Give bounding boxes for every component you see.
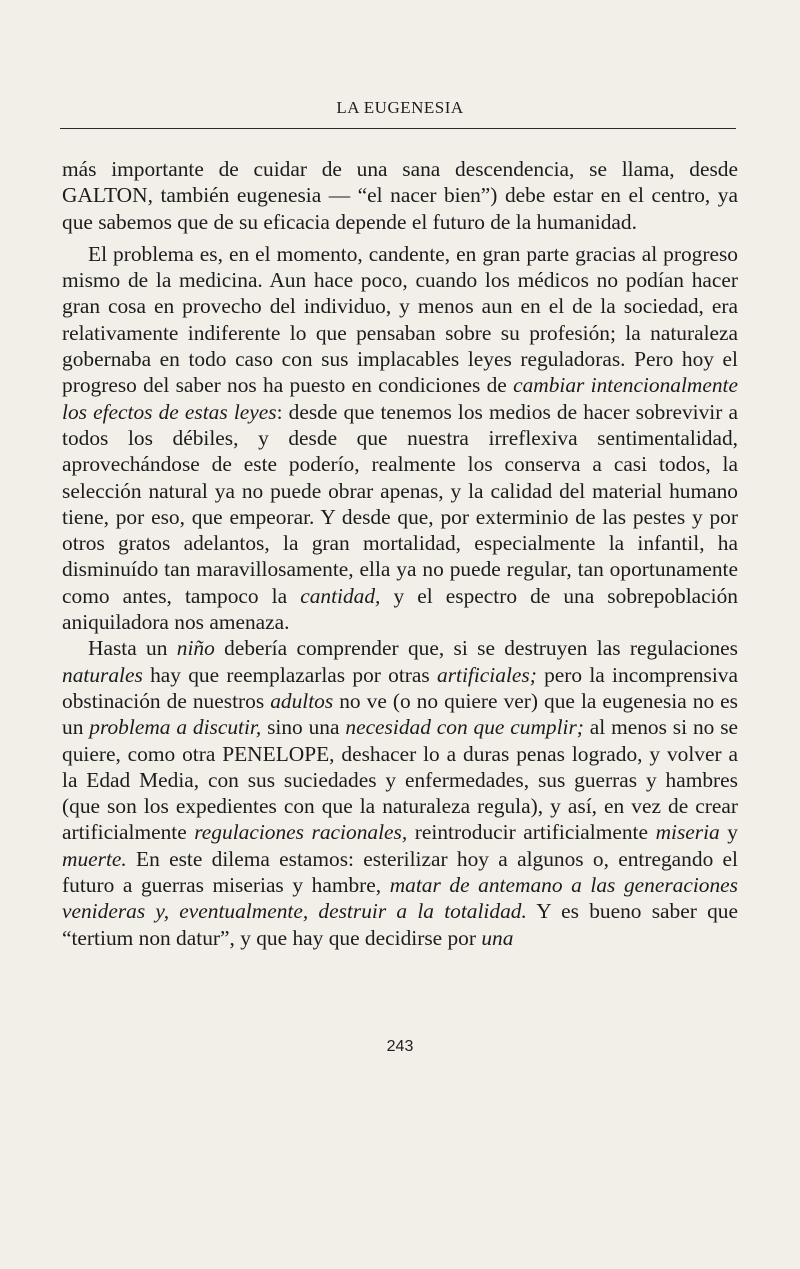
p3-emphasis-3: artificiales; <box>437 662 537 687</box>
p3-text-6: sino una <box>261 715 346 740</box>
p3-emphasis-10: matar de antemano a las generaciones venideras y, eventualmente, destruir a la totalidad. <box>62 873 738 924</box>
p3-emphasis-9: muerte. <box>62 846 127 871</box>
p3-emphasis-8: miseria <box>655 820 720 845</box>
p1-text: más importante de cuidar de una sana descendencia, se llama, desde GALTON, también eugenesia — “el nacer bien”) debe estar en el centro, ya que sabemos que de su eficacia depende el futuro de la humanidad. <box>62 157 738 234</box>
p2-emphasis-2: cantidad, <box>300 583 381 608</box>
paragraph-1 <box>62 156 738 235</box>
p3-text-11: Y es bueno saber que “tertium non datur”, y que hay que decidirse por <box>62 899 738 950</box>
paragraph-3 <box>62 635 738 951</box>
p3-emphasis-2: naturales <box>62 662 143 687</box>
p3-text-5: no ve (o no quiere ver) que la eugenesia no es un <box>62 688 738 740</box>
p3-text-4: pero la incomprensiva obstinación de nuestros <box>62 662 738 713</box>
p2-text-1: El problema es, en el momento, candente, en gran parte gracias al progreso mismo de la medicina. Aun hace poco, cuando los médicos no podían hacer gran cosa en provecho del individuo, y menos aun en el de la sociedad, era relativamente indiferente lo que pensaban sobre su profesión; la naturaleza gobernaba en todo caso con sus implacables leyes reguladoras. Pero hoy el progreso del saber nos ha puesto en condiciones de <box>62 241 738 398</box>
p2-text-2: : desde que tenemos los medios de hacer sobrevivir a todos los débiles, y desde que nuestra irreflexiva sentimentalidad, aprovechándose de este poderío, realmente los conserva a casi todos, la selección natural ya no puede obrar apenas, y la calidad del material humano tiene, por eso, que empeorar. Y desde que, por exterminio de las pestes y por otros gratos adelantos, la gran mortalidad, especialmente la infantil, ha disminuído tan maravillosamente, ella ya no puede regular, tan oportunamente como antes, tampoco la <box>62 399 738 608</box>
p3-emphasis-6: necesidad con que cumplir; <box>345 715 584 740</box>
p2-text-3: y el espectro de una sobrepoblación aniquiladora nos amenaza. <box>62 583 738 635</box>
p3-emphasis-7: regulaciones racionales, <box>194 820 408 845</box>
header-rule <box>60 128 736 129</box>
p3-text-8: reintroducir artificialmente <box>407 820 656 845</box>
p3-text-1: Hasta un <box>88 636 177 661</box>
paragraph-2 <box>62 241 738 635</box>
p3-emphasis-11: una <box>481 925 514 950</box>
p3-emphasis-1: niño <box>176 636 215 661</box>
p3-text-2: debería comprender que, si se destruyen las regulaciones <box>214 636 739 661</box>
p3-text-3: hay que reemplazarlas por otras <box>142 662 438 687</box>
p3-text-7: al menos si no se quiere, como otra PENELOPE, deshacer lo a duras penas logrado, y volver a la Edad Media, con sus suciedades y enfermedades, sus guerras y hambres (que son los expedientes con que la naturaleza regula), y así, en vez de crear artificialmente <box>62 715 739 845</box>
p3-text-10: En este dilema estamos: esterilizar hoy a algunos o, entregando el futuro a guerras miserias y hambre, <box>62 846 738 898</box>
running-title: LA EUGENESIA <box>336 98 464 117</box>
p3-text-9: y <box>719 820 739 845</box>
body-text <box>62 156 738 951</box>
p3-emphasis-4: adultos <box>270 688 334 713</box>
page-number: 243 <box>386 1038 414 1055</box>
p2-emphasis-1: cambiar intencionalmente los efectos de estas leyes <box>62 373 738 424</box>
p3-emphasis-5: problema a discutir, <box>89 715 262 740</box>
